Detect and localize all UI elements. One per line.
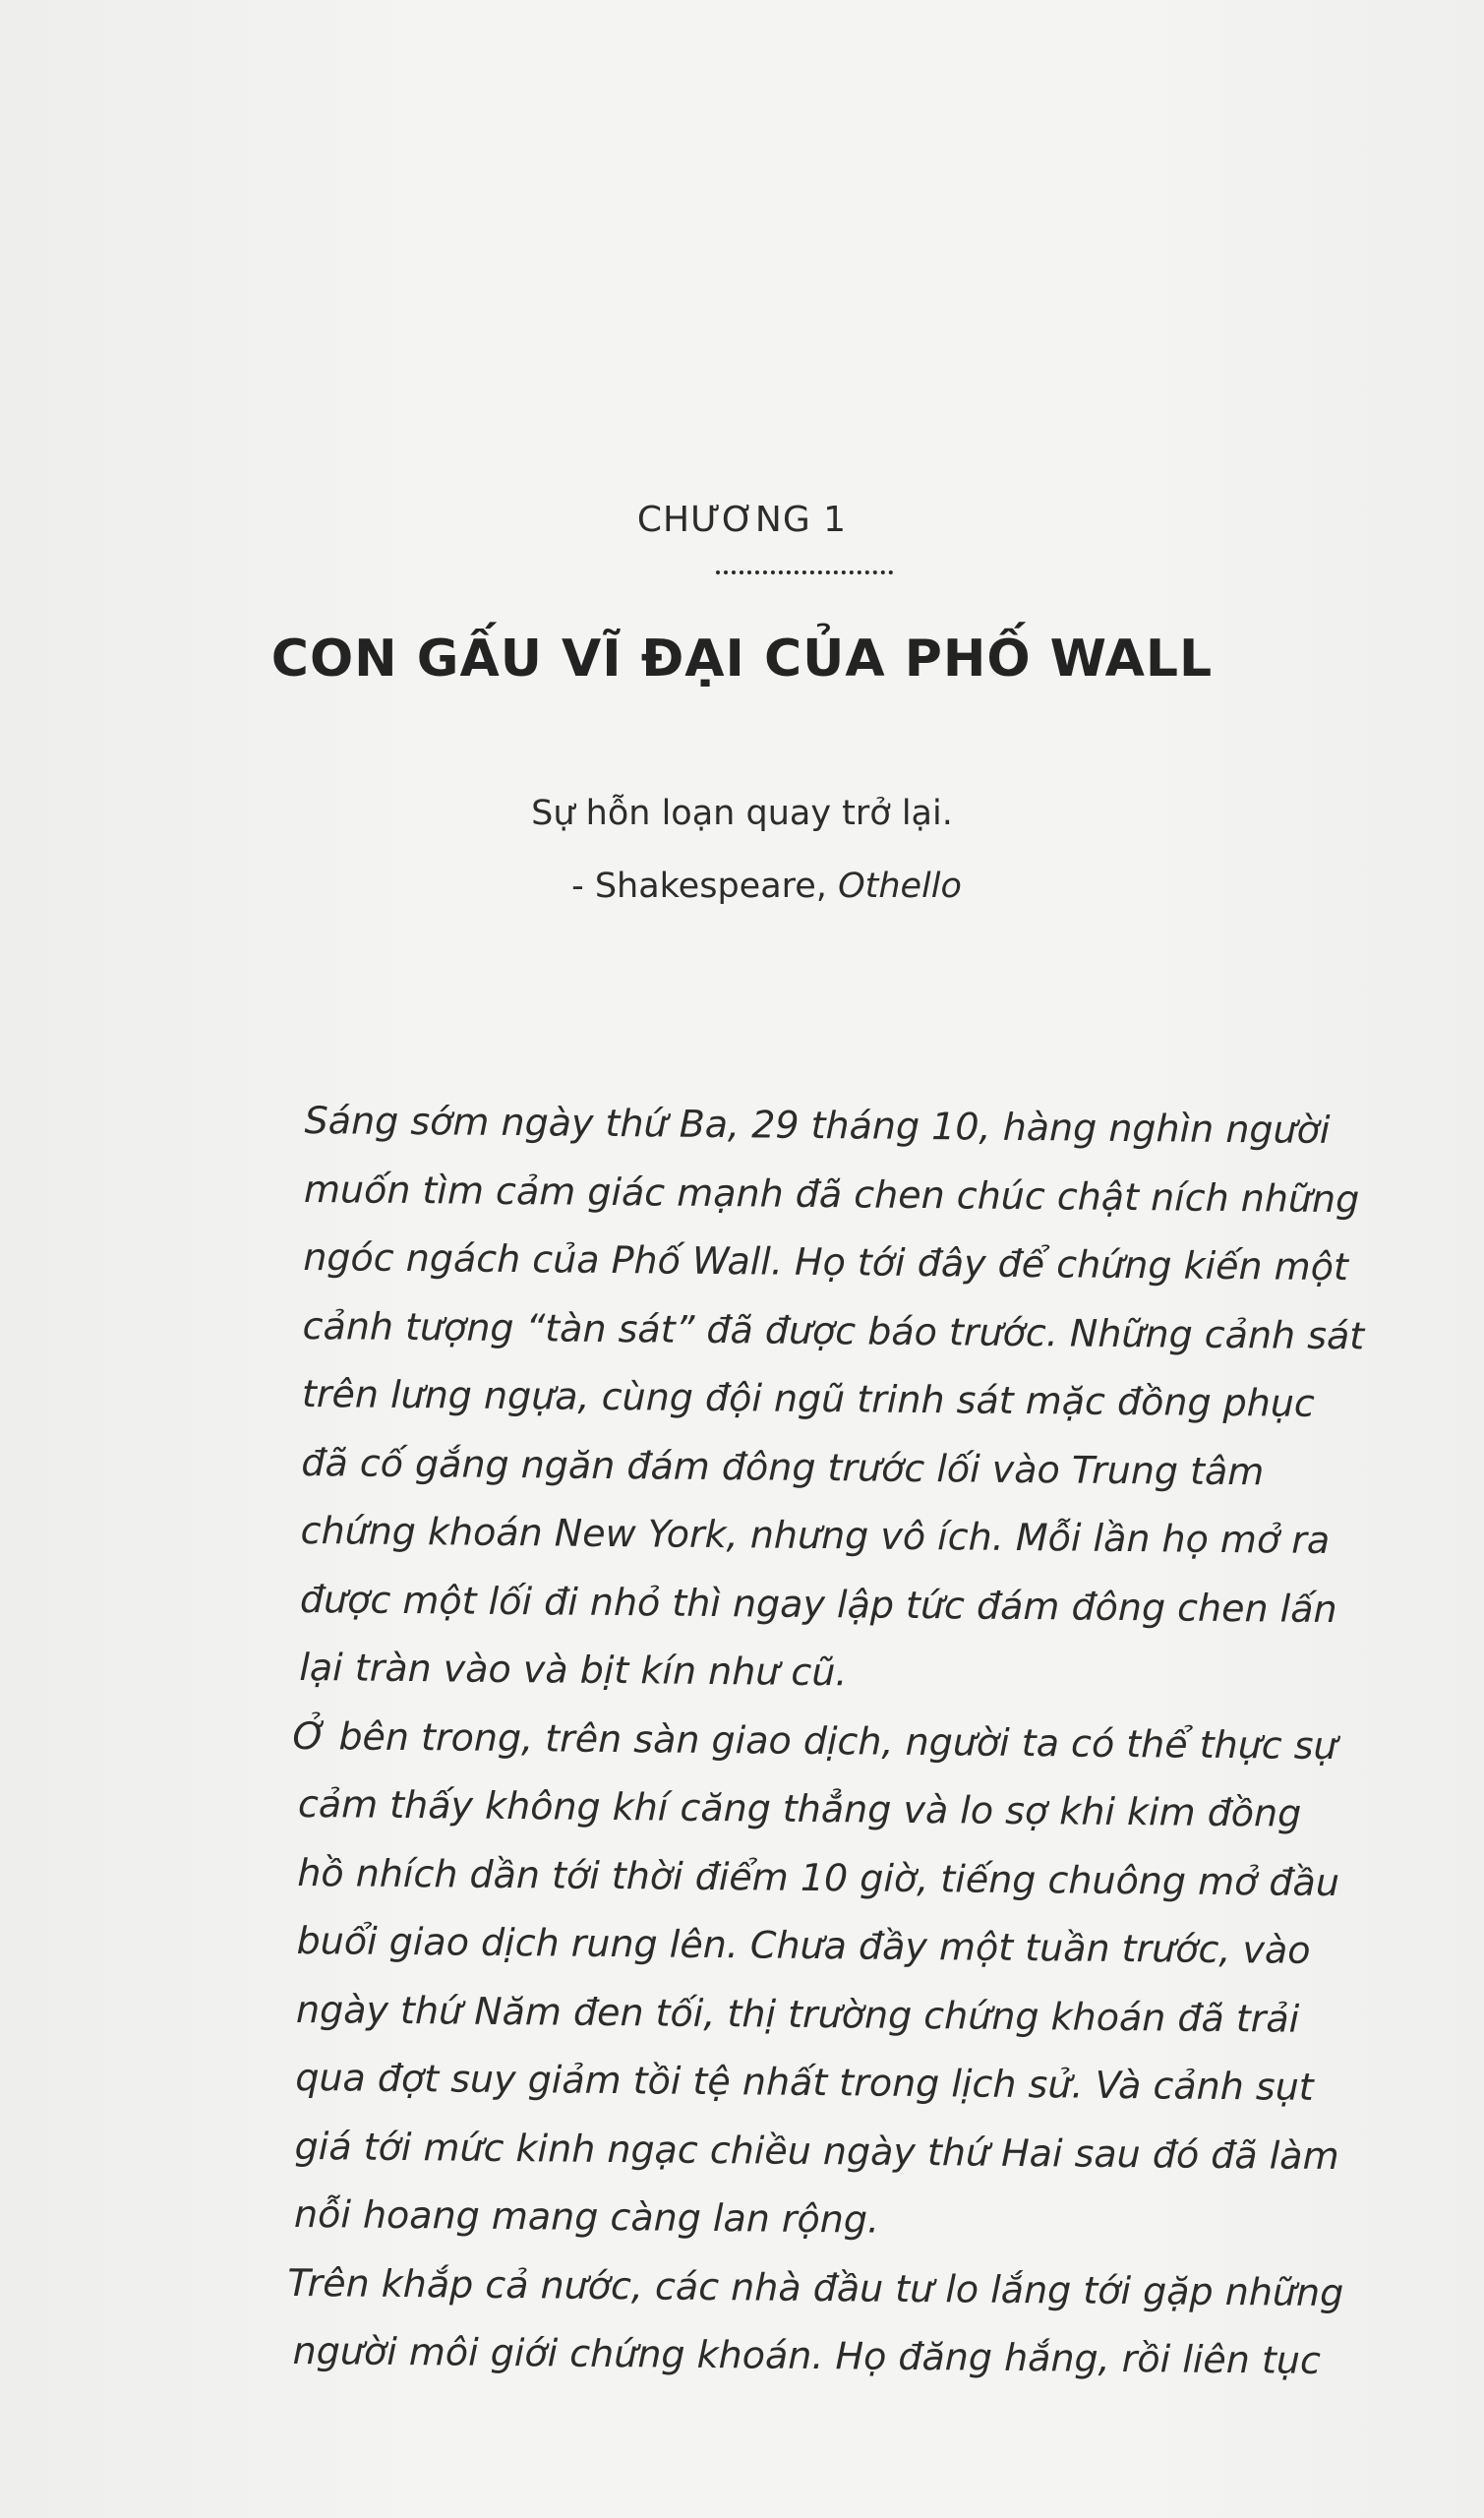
- body-line: trên lưng ngựa, cùng đội ngũ trinh sát mặc đồng phục: [301, 1371, 1316, 1425]
- body-line: đã cố gắng ngăn đám đông trước lối vào Trung tâm: [301, 1440, 1265, 1493]
- body-line: Trên khắp cả nước, các nhà đầu tư lo lắng tới gặp những: [287, 2260, 1344, 2314]
- epigraph: [0, 777, 1484, 923]
- epigraph-work: Othello: [838, 867, 962, 906]
- body-line: được một lối đi nhỏ thì ngay lập tức đám đông chen lấn: [299, 1577, 1337, 1631]
- epigraph-quote: Sự hỗn loạn quay trở lại.: [531, 794, 953, 833]
- body-line: chứng khoán New York, nhưng vô ích. Mỗi lần họ mở ra: [300, 1508, 1331, 1563]
- body-line: Ở bên trong, trên sàn giao dịch, người ta có thể thực sự: [292, 1713, 1337, 1768]
- body-line: ngóc ngách của Phố Wall. Họ tới đây để chứng kiến một: [303, 1234, 1349, 1289]
- body-line: ngày thứ Năm đen tối, thị trường chứng khoán đã trải: [295, 1987, 1300, 2041]
- body-line: buổi giao dịch rung lên. Chưa đầy một tuần trước, vào: [296, 1918, 1311, 1972]
- body-line: cảnh tượng “tàn sát” đã được báo trước. Những cảnh sát: [302, 1303, 1365, 1357]
- chapter-label: CHƯƠNG 1: [636, 500, 848, 540]
- body-line: giá tới mức kinh ngạc chiều ngày thứ Hai sau đó đã làm: [294, 2124, 1339, 2178]
- dotted-divider: [716, 570, 893, 574]
- body-line: cảm thấy không khí căng thẳng và lo sợ khi kim đồng: [297, 1781, 1302, 1835]
- body-line: hồ nhích dần tới thời điểm 10 giờ, tiếng chuông mở đầu: [297, 1850, 1340, 1904]
- chapter-title: CON GẤU VĨ ĐẠI CỦA PHỐ WALL: [270, 630, 1214, 689]
- body-line: lại tràn vào và bịt kín như cũ.: [299, 1645, 848, 1695]
- epigraph-attribution: [0, 850, 1484, 923]
- body-line: người môi giới chứng khoán. Họ đăng hắng, rồi liên tục: [292, 2328, 1322, 2382]
- body-text: [287, 1087, 1365, 2395]
- body-line: nỗi hoang mang càng lan rộng.: [293, 2191, 880, 2242]
- epigraph-author: - Shakespeare,: [571, 867, 839, 906]
- body-line: Sáng sớm ngày thứ Ba, 29 tháng 10, hàng nghìn người: [304, 1098, 1331, 1153]
- body-line: muốn tìm cảm giác mạnh đã chen chúc chật ních những: [303, 1167, 1360, 1221]
- body-line: qua đợt suy giảm tồi tệ nhất trong lịch sử. Và cảnh sụt: [295, 2055, 1314, 2109]
